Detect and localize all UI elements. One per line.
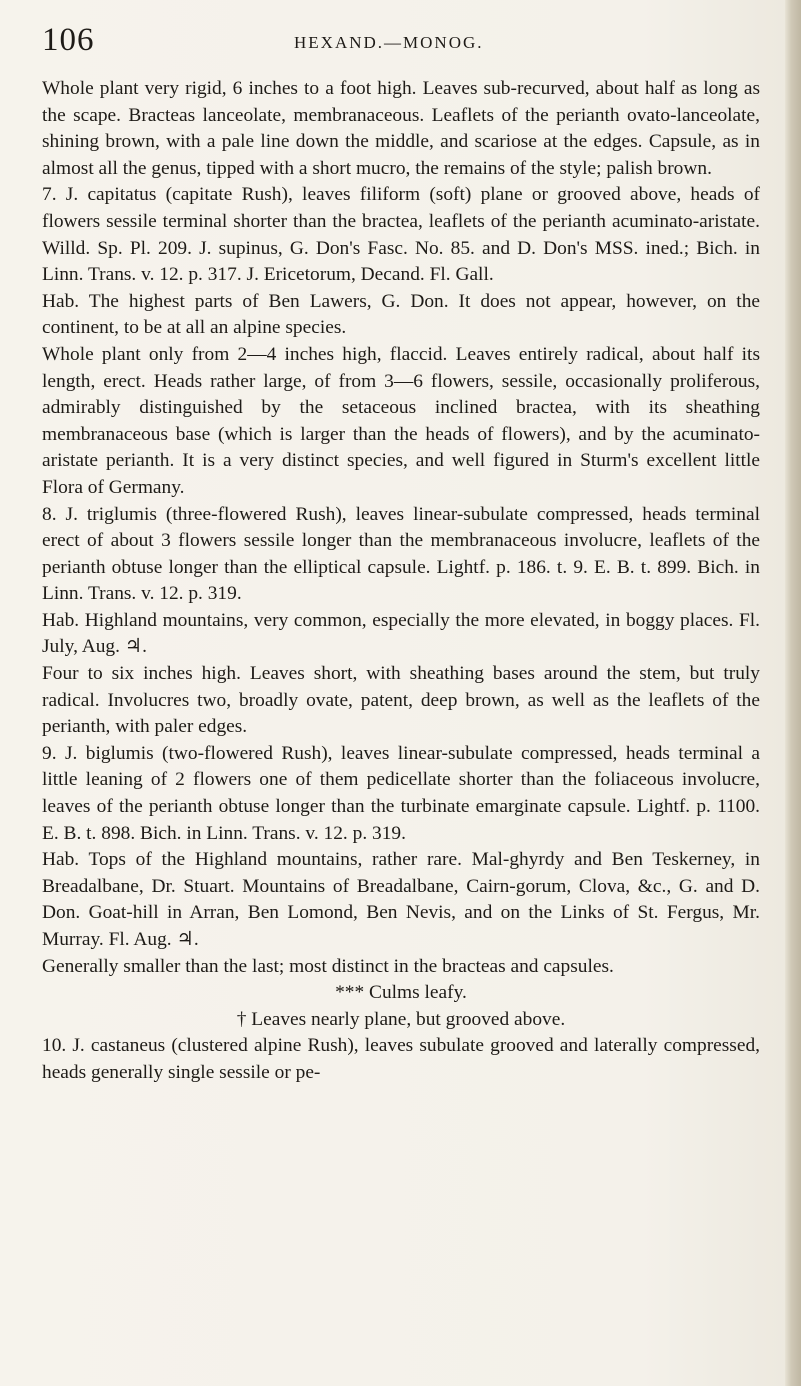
page-edge: [785, 0, 801, 1386]
description-whole-plant: Whole plant very rigid, 6 inches to a foot high. Leaves sub-recurved, about half as long as the scape. Bracteas lanceolate, membranaceous. Leaflets of the perianth ovato-lanceolate, shining brown, with a pale line down the middle, and scariose at the edges. Capsule, as in almost all the genus, tipped with a short mucro, the remains of the style; palish brown.: [42, 78, 760, 179]
description-8: Four to six inches high. Leaves short, with sheathing bases around the stem, but truly radical. Involucres two, broadly ovate, patent, deep brown, as well as the leaflets of the perianth, with paler edges.: [42, 663, 760, 738]
habitat-8: Hab. Highland mountains, very common, especially the more elevated, in boggy places. Fl. July, Aug. ♃.: [42, 609, 760, 658]
section-heading: *** Culms leafy.: [335, 982, 467, 1004]
description-9: Generally smaller than the last; most distinct in the bracteas and capsules.: [42, 955, 614, 977]
subsection-heading: † Leaves nearly plane, but grooved above.: [236, 1008, 566, 1030]
page-header: [42, 20, 762, 64]
species-8: 8. J. triglumis (three-flowered Rush), leaves linear-subulate compressed, heads terminal erect of about 3 flowers sessile longer than the membranaceous involucre, leaflets of the perianth obtuse longer than the elliptical capsule. Lightf. p. 186. t. 9. E. B. t. 899. Bich. in Linn. Trans. v. 12. p. 319.: [42, 503, 760, 605]
habitat-7: Hab. The highest parts of Ben Lawers, G. Don. It does not appear, however, on the continent, to be at all an alpine species.: [42, 290, 760, 339]
species-9: 9. J. biglumis (two-flowered Rush), leaves linear-subulate compressed, heads terminal a little leaning of 2 flowers one of them pedicellate shorter than the foliaceous involucre, leaves of the perianth obtuse longer than the turbinate emarginate capsule. Lightf. p. 1100. E. B. t. 898. Bich. in Linn. Trans. v. 12. p. 319.: [42, 742, 760, 844]
habitat-9: Hab. Tops of the Highland mountains, rather rare. Mal-ghyrdy and Ben Teskerney, in Breadalbane, Dr. Stuart. Mountains of Breadalbane, Cairn-gorum, Clova, &c., G. and D. Don. Goat-hill in Arran, Ben Lomond, Ben Nevis, and on the Links of St. Fergus, Mr. Murray. Fl. Aug. ♃.: [42, 849, 760, 950]
species-7: 7. J. capitatus (capitate Rush), leaves filiform (soft) plane or grooved above, heads of flowers sessile terminal shorter than the bractea, leaflets of the perianth acuminato-aristate. Willd. Sp. Pl. 209. J. supinus, G. Don's Fasc. No. 85. and D. Don's MSS. ined.; Bich. in Linn. Trans. v. 12. p. 317. J. Ericetorum, Decand. Fl. Gall.: [42, 184, 760, 286]
page-number: 106: [42, 22, 95, 58]
running-head: HEXAND.—MONOG.: [294, 33, 484, 52]
body-text: [42, 76, 760, 1087]
description-7: Whole plant only from 2—4 inches high, flaccid. Leaves entirely radical, about half its length, erect. Heads rather large, of from 3—6 flowers, sessile, occasionally proliferous, admirably distinguished by the setaceous inclined bractea, with its sheathing membranaceous base (which is larger than the heads of flowers), and by the acuminato-aristate perianth. It is a very distinct species, and well figured in Sturm's excellent little Flora of Germany.: [42, 343, 760, 498]
species-10: 10. J. castaneus (clustered alpine Rush), leaves subulate grooved and laterally compressed, heads generally single sessile or pe-: [42, 1035, 760, 1083]
